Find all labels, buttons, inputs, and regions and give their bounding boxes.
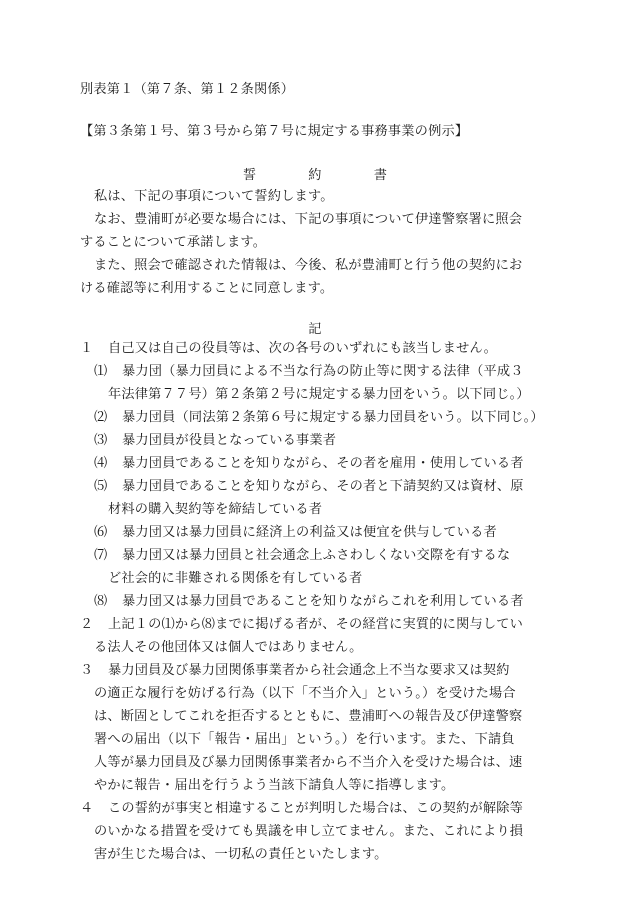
subitem-number: ⑹ xyxy=(94,525,108,540)
intro-line: また、照会で確認された情報は、今後、私が豊浦町と行う他の契約にお xyxy=(94,258,523,273)
item-text: 署への届出（以下「報告・届出」という。）を行います。また、下請負 xyxy=(94,732,515,747)
appendix-heading: 別表第１（第７条、第１２条関係） xyxy=(80,82,295,97)
subitem-text: 年法律第７７号）第２条第２号に規定する暴力団をいう。以下同じ。） xyxy=(108,387,530,402)
item-text: 上記１の⑴から⑻までに掲げる者が、その経営に実質的に関与してい xyxy=(108,617,524,632)
item-text: この誓約が事実と相違することが判明した場合は、この契約が解除等 xyxy=(108,801,524,816)
item-text: のいかなる措置を受けても異議を申し立てません。また、これにより損 xyxy=(94,824,524,839)
subitem-text: 暴力団又は暴力団員と社会通念上ふさわしくない交際を有するな xyxy=(122,548,511,563)
subitem-number: ⑻ xyxy=(94,594,108,609)
item-text: やかに報告・届出を行うよう当該下請負人等に指導します。 xyxy=(94,778,455,793)
title-char: 約 xyxy=(308,168,322,183)
subitem-number: ⑴ xyxy=(94,364,108,379)
subitem-text: 材料の購入契約等を締結している者 xyxy=(108,502,323,517)
pledge-title xyxy=(0,166,630,186)
item-number: ３ xyxy=(80,663,94,678)
category-heading: 【第３条第１号、第３号から第７号に規定する事務事業の例示】 xyxy=(80,124,469,139)
intro-line: 私は、下記の事項について誓約します。 xyxy=(94,189,334,204)
title-char: 書 xyxy=(373,168,388,183)
item-number: １ xyxy=(80,341,94,356)
intro-line: ける確認等に利用することに同意します。 xyxy=(80,281,334,296)
ki-heading: 記 xyxy=(308,322,322,337)
item-text: 暴力団員及び暴力団関係事業者から社会通念上不当な要求又は契約 xyxy=(108,663,510,678)
subitem-text: 暴力団員（同法第２条第６号に規定する暴力団員をいう。以下同じ。） xyxy=(122,410,544,425)
subitem-text: 暴力団（暴力団員による不当な行為の防止等に関する法律（平成３ xyxy=(122,364,524,379)
intro-line: なお、豊浦町が必要な場合には、下記の事項について伊達警察署に照会 xyxy=(94,212,523,227)
subitem-text: 暴力団員であることを知りながら、その者と下請契約又は資材、原 xyxy=(122,479,524,494)
subitem-text: 暴力団又は暴力団員に経済上の利益又は便宜を供与している者 xyxy=(122,525,497,540)
item-text: る法人その他団体又は個人ではありません。 xyxy=(94,640,363,655)
item-text: 害が生じた場合は、一切私の責任といたします。 xyxy=(94,847,388,862)
item-text: 人等が暴力団員及び暴力団関係事業者から不当介入を受けた場合は、速 xyxy=(94,755,523,770)
subitem-text: 暴力団又は暴力団員であることを知りながらこれを利用している者 xyxy=(122,594,524,609)
item-number: ２ xyxy=(80,617,94,632)
subitem-text: 暴力団員であることを知りながら、その者を雇用・使用している者 xyxy=(122,456,524,471)
subitem-number: ⑸ xyxy=(94,479,108,494)
subitem-number: ⑷ xyxy=(94,456,108,471)
title-char: 誓 xyxy=(242,168,257,183)
subitem-number: ⑵ xyxy=(94,410,108,425)
subitem-text: 暴力団員が役員となっている事業者 xyxy=(122,433,337,448)
item-number: ４ xyxy=(80,801,94,816)
subitem-number: ⑺ xyxy=(94,548,108,563)
item-text: は、断固としてこれを拒否するとともに、豊浦町への報告及び伊達警察 xyxy=(94,709,523,724)
item-text: 自己又は自己の役員等は、次の各号のいずれにも該当しません。 xyxy=(108,341,498,356)
item-text: の適正な履行を妨げる行為（以下「不当介入」という。）を受けた場合 xyxy=(94,686,516,701)
subitem-number: ⑶ xyxy=(94,433,108,448)
intro-line: することについて承諾します。 xyxy=(80,235,267,250)
subitem-text: ど社会的に非難される関係を有している者 xyxy=(108,571,363,586)
